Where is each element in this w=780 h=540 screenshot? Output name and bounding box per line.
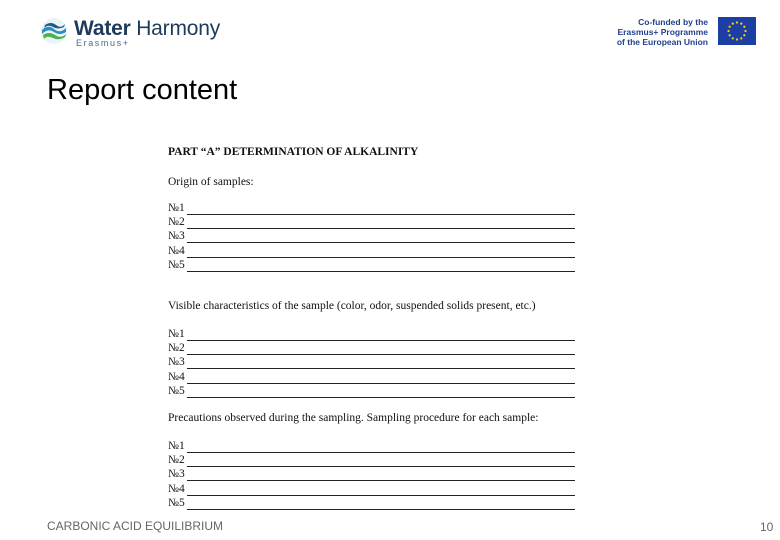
- blank-answer-line: [168, 483, 575, 497]
- blank-answer-line: [168, 202, 575, 216]
- document-heading: PART “A” DETERMINATION OF ALKALINITY: [168, 146, 419, 158]
- underline-rule: [187, 397, 575, 398]
- eu-badge-text: [617, 17, 708, 47]
- blank-answer-line: [168, 356, 575, 370]
- underline-rule: [187, 354, 575, 355]
- eu-cofunded-badge: [616, 16, 760, 50]
- underline-rule: [187, 214, 575, 215]
- blank-answer-line: [168, 497, 575, 511]
- blank-answer-line: [168, 259, 575, 273]
- underline-rule: [187, 495, 575, 496]
- blank-answer-line: [168, 245, 575, 259]
- underline-rule: [187, 452, 575, 453]
- eu-badge-line3: of the European Union: [616, 37, 708, 47]
- underline-rule: [187, 340, 575, 341]
- eu-badge-line1: Co-funded by the: [638, 17, 708, 27]
- item-number: №1: [168, 440, 185, 452]
- underline-rule: [187, 509, 575, 510]
- item-number: №3: [168, 468, 185, 481]
- section-label: Precautions observed during the sampling. Sampling procedure for each sample:: [168, 412, 539, 424]
- blank-answer-line: [168, 454, 575, 468]
- item-number: №4: [168, 370, 185, 383]
- blank-answer-line: [168, 328, 575, 342]
- underline-rule: [187, 368, 575, 369]
- item-number: №2: [168, 216, 185, 229]
- item-number: №3: [168, 356, 185, 369]
- logo-subtitle: Erasmus+: [76, 38, 130, 48]
- item-number: №4: [168, 482, 185, 495]
- item-number: №1: [168, 328, 185, 340]
- item-number: №5: [168, 258, 185, 271]
- item-number: №5: [168, 384, 185, 397]
- water-drop-logo-icon: [40, 17, 68, 45]
- underline-rule: [187, 242, 575, 243]
- item-number: №4: [168, 244, 185, 257]
- blank-answer-line: [168, 216, 575, 230]
- underline-rule: [187, 480, 575, 481]
- item-number: №3: [168, 230, 185, 243]
- underline-rule: [187, 257, 575, 258]
- underline-rule: [187, 271, 575, 272]
- item-number: №1: [168, 202, 185, 214]
- logo-title-harmony: Harmony: [136, 17, 221, 40]
- eu-badge-line2: Erasmus+ Programme: [617, 27, 708, 37]
- blank-answer-line: [168, 371, 575, 385]
- section-label: Origin of samples:: [168, 176, 254, 188]
- section-label: Visible characteristics of the sample (color, odor, suspended solids present, etc.): [168, 300, 536, 312]
- blank-answer-line: [168, 342, 575, 356]
- page-title: Report content: [47, 74, 238, 106]
- item-number: №2: [168, 342, 185, 355]
- blank-answer-line: [168, 468, 575, 482]
- underline-rule: [187, 228, 575, 229]
- blank-answer-line: [168, 440, 575, 454]
- water-harmony-logo: [40, 14, 240, 48]
- page-number: 10: [760, 520, 774, 534]
- item-number: №2: [168, 454, 185, 467]
- underline-rule: [187, 466, 575, 467]
- blank-answer-line: [168, 230, 575, 244]
- blank-answer-line: [168, 385, 575, 399]
- underline-rule: [187, 383, 575, 384]
- eu-flag-icon: [718, 17, 756, 45]
- footer-topic: CARBONIC ACID EQUILIBRIUM: [47, 519, 224, 533]
- logo-title-water: Water: [74, 17, 131, 40]
- item-number: №5: [168, 496, 185, 509]
